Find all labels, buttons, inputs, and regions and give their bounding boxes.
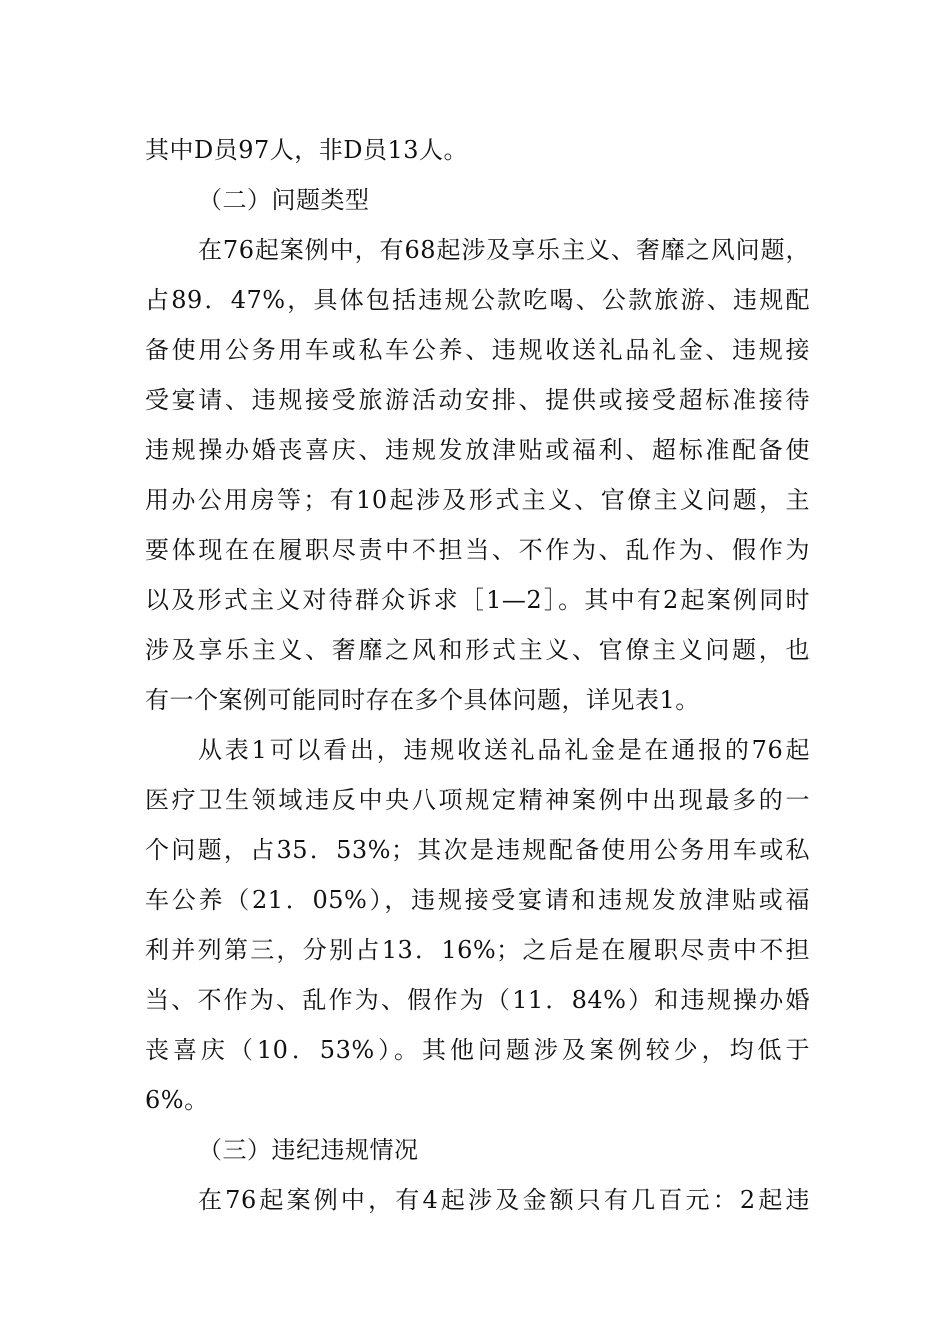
paragraph-line: 医疗卫生领域违反中央八项规定精神案例中出现最多的一 — [145, 786, 810, 814]
paragraph-line: 受宴请、违规接受旅游活动安排、提供或接受超标准接待 — [145, 386, 810, 414]
paragraph-line: 涉及享乐主义、奢靡之风和形式主义、官僚主义问题，也 — [145, 636, 810, 664]
paragraph-line: 丧喜庆（10．53%）。其他问题涉及案例较少，均低于 — [145, 1036, 810, 1064]
paragraph-line: 当、不作为、乱作为、假作为（11．84%）和违规操办婚 — [145, 986, 810, 1014]
paragraph-line: 以及形式主义对待群众诉求［1—2］。其中有2起案例同时 — [145, 586, 810, 614]
paragraph-line: 在76起案例中，有68起涉及享乐主义、奢靡之风问题， — [198, 236, 810, 264]
paragraph-line: 个问题，占35．53%；其次是违规配备使用公务用车或私 — [145, 836, 810, 864]
paragraph-line: 在76起案例中，有4起涉及金额只有几百元：2起违 — [198, 1186, 810, 1214]
paragraph-line: 其中D员97人，非D员13人。 — [145, 136, 469, 164]
paragraph-line: 6%。 — [145, 1086, 209, 1114]
paragraph-line: 备使用公务用车或私车公养、违规收送礼品礼金、违规接 — [145, 336, 810, 364]
paragraph-line: 违规操办婚丧喜庆、违规发放津贴或福利、超标准配备使 — [145, 436, 810, 464]
paragraph-line: 利并列第三，分别占13．16%；之后是在履职尽责中不担 — [145, 936, 810, 964]
paragraph-line: 用办公用房等；有10起涉及形式主义、官僚主义问题，主 — [145, 486, 810, 514]
paragraph-line: 从表1可以看出，违规收送礼品礼金是在通报的76起 — [198, 736, 810, 764]
paragraph-line: 占89．47%，具体包括违规公款吃喝、公款旅游、违规配 — [145, 286, 810, 314]
paragraph-line: 要体现在在履职尽责中不担当、不作为、乱作为、假作为 — [145, 536, 810, 564]
paragraph-line: 有一个案例可能同时存在多个具体问题，详见表1。 — [145, 686, 700, 714]
section-heading: （二）问题类型 — [198, 186, 370, 214]
section-heading: （三）违纪违规情况 — [198, 1136, 419, 1164]
paragraph-line: 车公养（21．05%），违规接受宴请和违规发放津贴或福 — [145, 886, 810, 914]
